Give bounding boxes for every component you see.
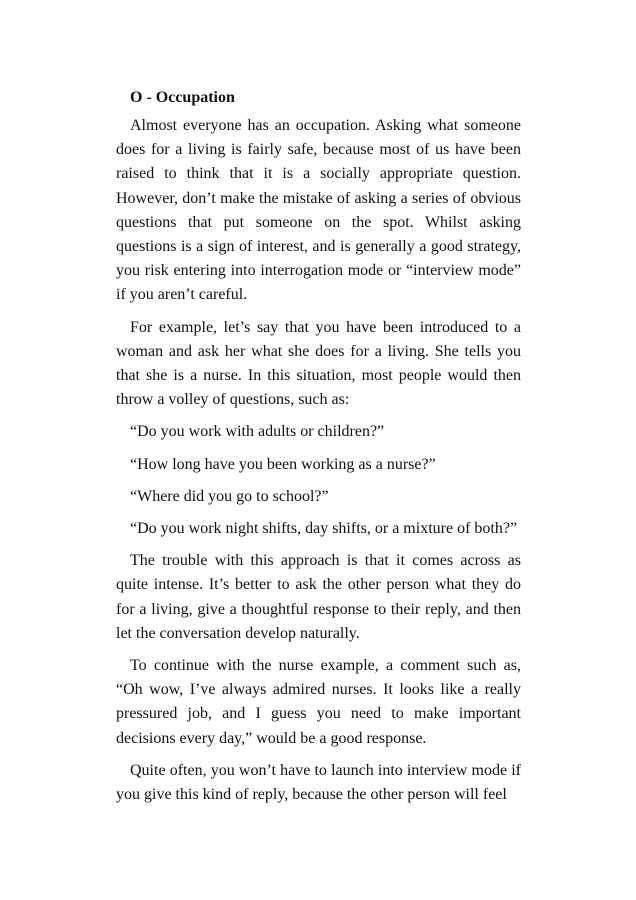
paragraph-example: For example, let’s say that you have been introduced to a woman and ask her what she does for a living. She tells you that she is a nurse. In this situation, most people would then throw a volley of questions, such as:	[116, 318, 521, 409]
paragraph-trouble: The trouble with this approach is that it comes across as quite intense. It’s better to ask the other person what they do for a living, give a thoughtful response to their reply, and then let the conversation develop naturally.	[116, 552, 521, 642]
paragraph-nurse-example: To continue with the nurse example, a comment such as, “Oh wow, I’ve always admired nurses. It looks like a really pressured job, and I guess you need to make important decisions every day,” would be a good response.	[116, 657, 521, 747]
quote-adults-children: “Do you work with adults or children?”	[130, 423, 385, 441]
quote-shifts: “Do you work night shifts, day shifts, or a mixture of both?”	[130, 520, 518, 538]
document-page	[116, 86, 521, 807]
quote-school: “Where did you go to school?”	[130, 487, 329, 505]
section-heading: O - Occupation	[130, 89, 235, 106]
quote-how-long: “How long have you been working as a nurse?”	[130, 455, 436, 473]
paragraph-quite-often: Quite often, you won’t have to launch into interview mode if you give this kind of reply, because the other person will feel	[116, 761, 521, 804]
paragraph-intro: Almost everyone has an occupation. Asking what someone does for a living is fairly safe, because most of us have been raised to think that it is a socially appropriate question. However, don’t make the mistake of asking a series of obvious questions that put someone on the spot. Whilst asking questions is a sign of interest, and is generally a good strategy, you risk entering into interrogation mode or “interview mode” if you aren’t careful.	[116, 117, 521, 304]
